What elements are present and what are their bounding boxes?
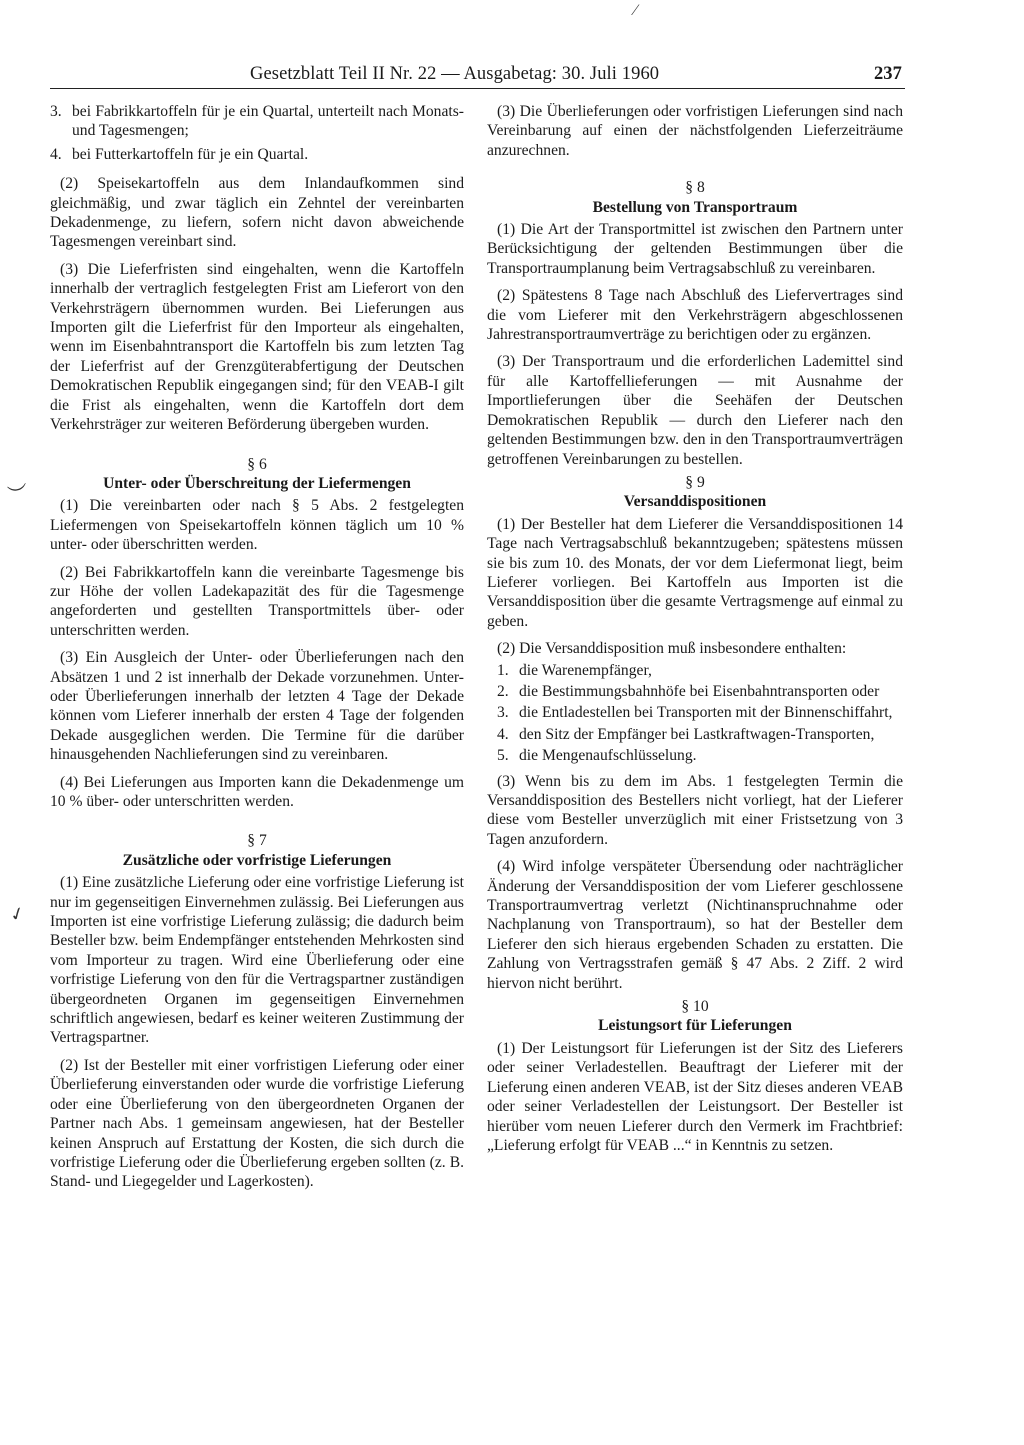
section-title: Leistungsort für Lieferungen xyxy=(598,1017,792,1035)
list-item-text: die Mengenaufschlüsselung. xyxy=(519,747,697,765)
paragraph: (3) Der Transportraum und die erforderlichen Lademittel sind für alle Kartoffellieferungen — mit Ausnahme der Importlieferungen über die Seehäfen der Deutschen Demokratischen Republik — durch den Lieferer nach den geltenden Bestimmungen bzw. den in den Transportraumverträgen getroffenen Vereinbarungen zu bestellen. xyxy=(487,353,903,468)
page-header xyxy=(250,64,900,88)
paragraph: (3) Die Überlieferungen oder vorfristigen Lieferungen sind nach Vereinbarung auf einen der nächstfolgenden Lieferzeiträume anzurechnen. xyxy=(487,103,903,159)
paragraph: (2) Die Versanddisposition muß insbesondere enthalten: xyxy=(497,640,847,658)
section-title: Bestellung von Transportraum xyxy=(592,198,798,216)
paragraph: (3) Die Lieferfristen sind eingehalten, wenn die Kartoffeln innerhalb der vertraglich festgelegten Frist am Lieferort von den Verkehrsträgern übernommen wurden. Bei Lieferungen aus Importen gilt die Lieferfrist für den Importeur als eingehalten, wenn im Eisenbahntransport die Kartoffeln bis zum letzten Tag der Lieferfrist auf der Grenzgüterabfertigung der Deutschen Demokratischen Republik eingegangen sind; für den VEAB-I gilt die Frist als eingehalten, wenn die Kartoffeln dort dem Verkehrsträger zur weiteren Beförderung übergeben wurden. xyxy=(50,260,464,434)
paragraph: (1) Eine zusätzliche Lieferung oder eine vorfristige Lieferung ist nur im gegenseitigen Einvernehmen zulässig. Bei Lieferungen aus Importen ist eine vorfristige Lieferung zulässig; die dadurch beim Besteller bzw. beim Endempfänger entstehenden Mehrkosten sind vom Importeur zu tragen. Wird eine Überlieferung oder eine vorfristige Lieferung von den für die Vertragspartner zuständigen übergeordneten Organen im gegenseitigen Einvernehmen schriftlich angewiesen, bedarf es keiner weiteren Zustimmung der Vertragspartner. xyxy=(50,874,464,1047)
paragraph: (2) Ist der Besteller mit einer vorfristigen Lieferung oder einer Überlieferung einverstanden oder wurde die vorfristige Lieferung oder eine Überlieferung von den übergeordneten Organen der Partner nach Abs. 1 gemeinsam angewiesen, hat der Besteller keinen Anspruch auf Erstattung der Kosten, die sich durch die vorfristige Lieferung oder die Überlieferung ergeben sollten (z. B. Stand- und Liegegelder und Lagerkosten). xyxy=(50,1056,464,1191)
margin-check-mark-icon: ✓ xyxy=(6,902,28,927)
paragraph: (2) Speisekartoffeln aus dem Inlandaufkommen sind gleichmäßig, und zwar täglich ein Zehntel der vereinbarten Dekadenmenge, zu liefern, sofern nicht davon abweichende Tagesmengen vereinbart sind. xyxy=(50,175,464,251)
paragraph: (1) Die Art der Transportmittel ist zwischen den Partnern unter Berücksichtigung der geltenden Bestimmungen über die Transportraumplanung beim Vertragsabschluß zu vereinbaren. xyxy=(487,221,903,277)
list-item xyxy=(50,102,464,141)
list-item-text: die Entladestellen bei Transporten mit der Binnenschiffahrt, xyxy=(519,704,893,722)
list-item-number: 4. xyxy=(497,725,509,743)
section-title: Zusätzliche oder vorfristige Lieferungen xyxy=(122,851,392,869)
list-item-number: 2. xyxy=(497,682,509,700)
section-number: § 9 xyxy=(685,473,705,491)
list-item-number: 5. xyxy=(497,747,509,765)
paragraph: (2) Spätestens 8 Tage nach Abschluß des Liefervertrages sind die vom Lieferer mit den Verkehrsträgern abgeschlossenen Jahrestransportraumverträge zu berichtigen oder zu ergänzen. xyxy=(487,287,903,344)
list-item-number: 1. xyxy=(497,661,509,679)
list-item xyxy=(487,746,903,765)
list-item-text: den Sitz der Empfänger bei Lastkraftwagen-Transporten, xyxy=(519,725,875,743)
pencil-mark-icon: ⁄ xyxy=(634,2,637,19)
section-title: Unter- oder Überschreitung der Liefermengen xyxy=(103,474,411,492)
list-item-number: 4. xyxy=(50,145,62,163)
paragraph: (1) Der Leistungsort für Lieferungen ist der Sitz des Lieferers oder seiner Verladestellen. Beauftragt der Lieferer mit der Lieferung einen anderen VEAB, ist der Sitz dieses anderen VEAB oder seiner Verladestellen der Leistungsort. Der Besteller ist hierüber vom neuen Lieferer durch den Vermerk im Frachtbrief: „Lieferung erfolgt für VEAB ...“ in Kenntnis zu setzen. xyxy=(487,1039,903,1154)
header-title: Gesetzblatt Teil II Nr. 22 — Ausgabetag: 30. Juli 1960 xyxy=(250,64,660,84)
header-rule xyxy=(50,88,905,89)
paragraph: (3) Ein Ausgleich der Unter- oder Überlieferungen nach den Absätzen 1 und 2 ist innerhalb der Dekade vorzunehmen. Unter- oder Überlieferungen innerhalb der letzten 4 Tage der Dekade können vom Lieferer innerhalb der ersten 4 Tage der folgenden Dekade ausgeglichen werden. Die Termine für die darüber hinausgehenden Nachlieferungen sind zu vereinbaren. xyxy=(50,649,464,764)
paragraph: (4) Bei Lieferungen aus Importen kann die Dekadenmenge um 10 % über- oder unterschritten werden. xyxy=(50,773,464,810)
paragraph: (1) Die vereinbarten oder nach § 5 Abs. 2 festgelegten Liefermengen von Speisekartoffeln können täglich um 10 % unter- oder überschritten werden. xyxy=(50,497,464,554)
section-number: § 10 xyxy=(681,998,709,1016)
paragraph: (2) Bei Fabrikkartoffeln kann die vereinbarte Tagesmenge bis zur Höhe der vollen Ladekapazität des für die Tagesmenge angeforderten und gestellten Transportmittels über- oder unterschritten werden. xyxy=(50,563,464,639)
left-column xyxy=(50,102,464,1200)
list-item xyxy=(487,725,903,744)
list-item-number: 3. xyxy=(50,103,62,120)
list-item-text: die Warenempfänger, xyxy=(519,661,652,679)
paragraph: (4) Wird infolge verspäteter Übersendung oder nachträglicher Änderung der Versanddisposition der vom Lieferer geschlossene Transportraumvertrag verletzt (Nichtinanspruchnahme oder Nachplanung von Transportraum), so hat der Besteller dem Lieferer den sich hieraus ergebenden Schaden zu erstatten. Die Zahlung von Vertragsstrafen gemäß § 47 Abs. 2 Ziff. 2 wird hiervon nicht berührt. xyxy=(487,858,903,992)
enumerated-list xyxy=(487,661,903,766)
section-title: Versanddispositionen xyxy=(623,493,767,511)
list-item xyxy=(487,661,903,680)
section-number: § 6 xyxy=(247,455,267,473)
page-number: 237 xyxy=(873,64,902,84)
list-item xyxy=(50,145,464,164)
right-column xyxy=(487,102,903,1163)
paragraph: (3) Wenn bis zu dem im Abs. 1 festgelegten Termin die Versanddisposition des Bestellers nicht vorliegt, hat der Lieferer diese vom Besteller unverzüglich mit einer Fristsetzung von 3 Tagen anzufordern. xyxy=(487,772,903,848)
list-item xyxy=(487,682,903,701)
section-number: § 7 xyxy=(247,832,267,850)
paragraph: (1) Der Besteller hat dem Lieferer die Versanddispositionen 14 Tage nach Vertragsabschluß bekanntzugeben; spätestens müssen sie bis zum 10. des Monats, der vor dem Liefermonat liegt, beim Lieferer vorliegen. Bei Kartoffeln aus Importen ist die Versanddisposition über die gesamte Vertragsmenge auf einmal zu geben. xyxy=(487,515,903,630)
margin-mark-icon: ︶ xyxy=(6,482,31,508)
list-item-text: die Bestimmungsbahnhöfe bei Eisenbahntransporten oder xyxy=(519,682,880,700)
section-number: § 8 xyxy=(685,179,705,197)
list-item-text: bei Fabrikkartoffeln für je ein Quartal, unterteilt nach Monats- und Tagesmengen; xyxy=(72,103,464,140)
list-item-number: 3. xyxy=(497,704,509,722)
list-item-text: bei Futterkartoffeln für je ein Quartal. xyxy=(72,145,309,163)
list-item xyxy=(487,703,903,722)
